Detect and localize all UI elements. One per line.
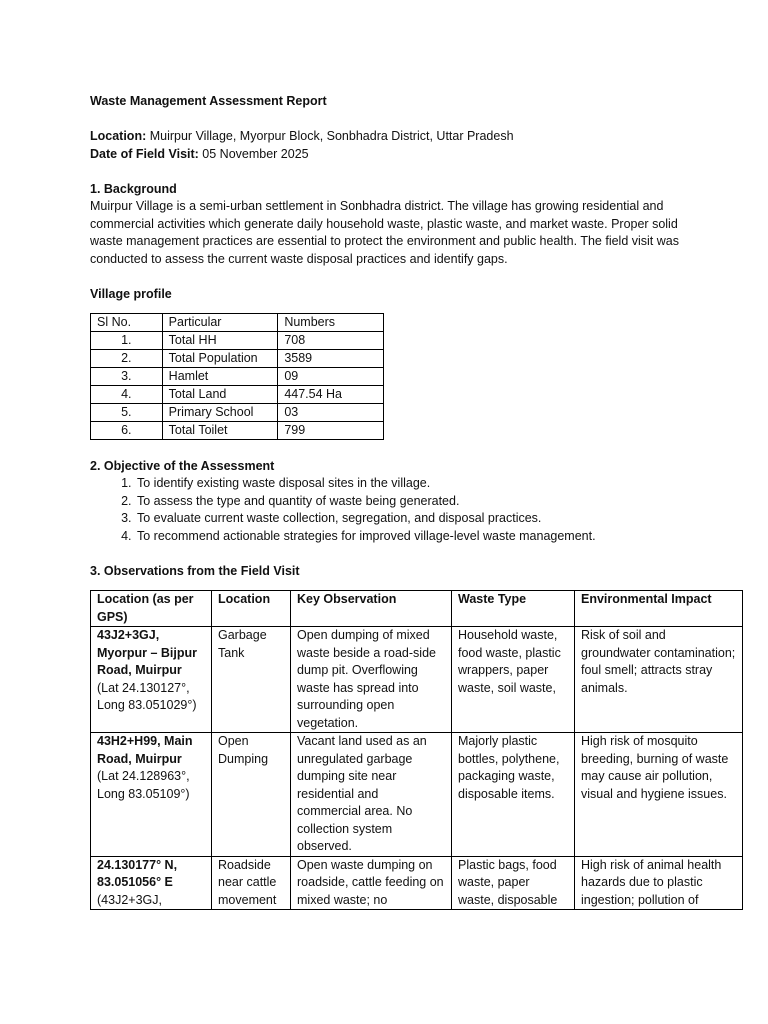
table-header-cell: Key Observation xyxy=(291,591,452,627)
list-item: 1. To identify existing waste disposal sites in the village. xyxy=(135,475,680,493)
gps-cell xyxy=(91,856,212,910)
table-row xyxy=(91,733,743,857)
village-profile-heading: Village profile xyxy=(90,286,172,301)
number-cell: 03 xyxy=(278,404,384,422)
table-row xyxy=(91,627,743,733)
sl-cell: 5. xyxy=(91,404,163,422)
waste-type-cell: Household waste, food waste, plastic wrappers, paper waste, soil waste, xyxy=(452,627,575,733)
gps-coordinates: (43J2+3GJ, xyxy=(97,892,162,907)
particular-cell: Total HH xyxy=(162,332,278,350)
waste-type-cell: Majorly plastic bottles, polythene, packaging waste, disposable items. xyxy=(452,733,575,857)
table-row xyxy=(91,856,743,910)
date-label: Date of Field Visit: xyxy=(90,146,199,161)
gps-address: 43H2+H99, Main Road, Muirpur xyxy=(97,734,193,766)
particular-cell: Total Land xyxy=(162,386,278,404)
date-value: 05 November 2025 xyxy=(198,146,309,161)
table-header-cell: Location xyxy=(212,591,291,627)
location-cell: Roadside near cattle movement xyxy=(212,856,291,910)
particular-cell: Primary School xyxy=(162,404,278,422)
impact-cell: High risk of mosquito breeding, burning of waste may cause air pollution, visual and hygiene issues. xyxy=(575,733,743,857)
observations-heading: 3. Observations from the Field Visit xyxy=(90,563,300,578)
list-item: 2. To assess the type and quantity of waste being generated. xyxy=(135,493,680,511)
number-cell: 799 xyxy=(278,422,384,440)
objectives-heading: 2. Objective of the Assessment xyxy=(90,458,275,473)
list-item: 3. To evaluate current waste collection, segregation, and disposal practices. xyxy=(135,510,680,528)
number-cell: 09 xyxy=(278,368,384,386)
sl-cell: 6. xyxy=(91,422,163,440)
table-header-row xyxy=(91,591,743,627)
observation-cell: Open waste dumping on roadside, cattle feeding on mixed waste; no xyxy=(291,856,452,910)
table-row xyxy=(91,332,384,350)
table-row xyxy=(91,368,384,386)
objectives-list xyxy=(90,475,680,545)
gps-address: 43J2+3GJ, Myorpur – Bijpur Road, Muirpur xyxy=(97,628,198,677)
table-header-cell: Location (as per GPS) xyxy=(91,591,212,627)
particular-cell: Total Population xyxy=(162,350,278,368)
table-row xyxy=(91,386,384,404)
date-line xyxy=(90,146,680,164)
sl-cell: 4. xyxy=(91,386,163,404)
table-row xyxy=(91,422,384,440)
particular-cell: Total Toilet xyxy=(162,422,278,440)
impact-cell: Risk of soil and groundwater contamination; foul smell; attracts stray animals. xyxy=(575,627,743,733)
gps-address: 24.130177° N, 83.051056° E xyxy=(97,857,178,889)
waste-type-cell: Plastic bags, food waste, paper waste, disposable xyxy=(452,856,575,910)
particular-cell: Hamlet xyxy=(162,368,278,386)
report-page xyxy=(90,93,736,910)
table-header-cell: Particular xyxy=(162,314,278,332)
list-item: 4. To recommend actionable strategies for improved village-level waste management. xyxy=(135,528,680,546)
table-header-cell: Numbers xyxy=(278,314,384,332)
table-header-cell: Sl No. xyxy=(91,314,163,332)
number-cell: 447.54 Ha xyxy=(278,386,384,404)
table-row xyxy=(91,350,384,368)
sl-cell: 1. xyxy=(91,332,163,350)
location-value: Muirpur Village, Myorpur Block, Sonbhadra District, Uttar Pradesh xyxy=(146,129,514,143)
gps-coordinates: (Lat 24.128963°, Long 83.05109°) xyxy=(97,769,190,801)
table-row xyxy=(91,404,384,422)
sl-cell: 2. xyxy=(91,350,163,368)
observation-cell: Open dumping of mixed waste beside a road-side dump pit. Overflowing waste has spread into surrounding open vegetation. xyxy=(291,627,452,733)
gps-cell xyxy=(91,627,212,733)
report-title: Waste Management Assessment Report xyxy=(90,94,327,108)
table-header-cell: Environmental Impact xyxy=(575,591,743,627)
observations-table xyxy=(90,590,743,910)
gps-coordinates: (Lat 24.130127°, Long 83.051029°) xyxy=(97,680,197,712)
number-cell: 708 xyxy=(278,332,384,350)
location-label: Location: xyxy=(90,129,147,143)
observation-cell: Vacant land used as an unregulated garbage dumping site near residential and commercial area. No collection system observed. xyxy=(291,733,452,857)
gps-cell xyxy=(91,733,212,857)
sl-cell: 3. xyxy=(91,368,163,386)
impact-cell: High risk of animal health hazards due to plastic ingestion; pollution of xyxy=(575,856,743,910)
table-header-cell: Waste Type xyxy=(452,591,575,627)
table-header-row xyxy=(91,314,384,332)
number-cell: 3589 xyxy=(278,350,384,368)
village-profile-table xyxy=(90,313,384,440)
background-text: Muirpur Village is a semi-urban settlement in Sonbhadra district. The village has growing residential and commercial activities which generate daily household waste, plastic waste, and market waste. Proper solid waste management practices are essential to protect the environment and public health. The field visit was conducted to assess the current waste disposal practices and identify gaps. xyxy=(90,199,679,266)
background-heading: 1. Background xyxy=(90,181,177,196)
location-cell: Open Dumping xyxy=(212,733,291,857)
location-line xyxy=(90,128,680,146)
location-cell: Garbage Tank xyxy=(212,627,291,733)
